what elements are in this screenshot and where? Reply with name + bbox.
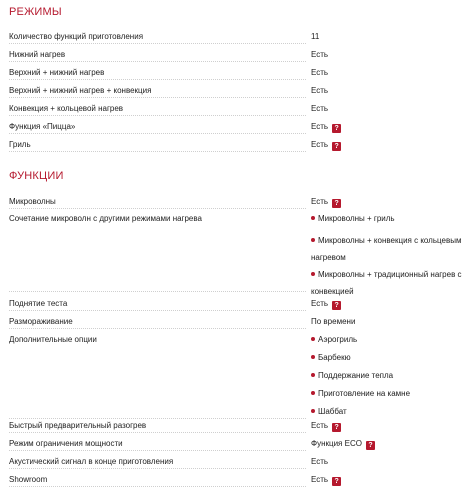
leader-line bbox=[9, 450, 306, 451]
list-item-text: Микроволны + конвекция с кольцевым нагревом bbox=[311, 236, 462, 262]
help-question-icon[interactable]: ? bbox=[332, 124, 341, 133]
leader-line bbox=[9, 43, 306, 44]
section-title-functions: ФУНКЦИИ bbox=[9, 170, 64, 182]
spec-label: Конвекция + кольцевой нагрев bbox=[9, 104, 124, 113]
help-question-icon[interactable]: ? bbox=[366, 441, 375, 450]
spec-value bbox=[311, 197, 341, 208]
spec-label: Нижний нагрев bbox=[9, 50, 66, 59]
spec-value bbox=[311, 140, 341, 151]
list-item bbox=[311, 353, 468, 363]
help-question-icon[interactable]: ? bbox=[332, 477, 341, 486]
spec-label: Режим ограничения мощности bbox=[9, 439, 123, 448]
list-item bbox=[311, 407, 468, 417]
spec-value-text: Есть bbox=[311, 299, 329, 308]
spec-value-text: Есть bbox=[311, 122, 329, 131]
help-question-icon[interactable]: ? bbox=[332, 423, 341, 432]
leader-line bbox=[9, 432, 306, 433]
spec-value: Есть bbox=[311, 68, 329, 77]
spec-value: По времени bbox=[311, 317, 356, 326]
leader-line bbox=[9, 61, 306, 62]
spec-value: Есть bbox=[311, 104, 329, 113]
spec-label: Дополнительные опции bbox=[9, 335, 97, 344]
red-dot-bullet-icon bbox=[311, 272, 315, 276]
leader-line bbox=[9, 468, 306, 469]
leader-line bbox=[9, 133, 306, 134]
red-dot-bullet-icon bbox=[311, 216, 315, 220]
leader-line bbox=[9, 115, 306, 116]
list-item-text: Аэрогриль bbox=[318, 335, 358, 344]
spec-label: Showroom bbox=[9, 475, 48, 484]
list-item bbox=[311, 389, 468, 399]
spec-value bbox=[311, 122, 341, 133]
spec-value-text: Есть bbox=[311, 197, 329, 206]
spec-label: Сочетание микроволн с другими режимами нагрева bbox=[9, 214, 202, 223]
red-dot-bullet-icon bbox=[311, 391, 315, 395]
spec-label: Быстрый предварительный разогрев bbox=[9, 421, 147, 430]
list-item bbox=[311, 232, 468, 266]
spec-value bbox=[311, 475, 341, 486]
help-question-icon[interactable]: ? bbox=[332, 199, 341, 208]
leader-line bbox=[9, 486, 306, 487]
list-item bbox=[311, 335, 468, 345]
leader-line bbox=[9, 310, 306, 311]
spec-value-text: Есть bbox=[311, 421, 329, 430]
spec-value: Есть bbox=[311, 86, 329, 95]
list-item bbox=[311, 371, 468, 381]
red-dot-bullet-icon bbox=[311, 355, 315, 359]
leader-line bbox=[9, 328, 306, 329]
spec-value bbox=[311, 299, 341, 310]
spec-label: Поднятие теста bbox=[9, 299, 68, 308]
spec-label: Размораживание bbox=[9, 317, 73, 326]
spec-label: Функция «Пицца» bbox=[9, 122, 76, 131]
list-item-text: Барбекю bbox=[318, 353, 351, 362]
spec-label: Акустический сигнал в конце приготовления bbox=[9, 457, 174, 466]
help-question-icon[interactable]: ? bbox=[332, 142, 341, 151]
list-item-text: Поддержание тепла bbox=[318, 371, 394, 380]
section-title-modes: РЕЖИМЫ bbox=[9, 6, 62, 18]
list-item-text: Микроволны + традиционный нагрев с конвекцией bbox=[311, 270, 462, 296]
spec-value-text: Функция ECO bbox=[311, 439, 362, 448]
spec-value bbox=[311, 421, 341, 432]
red-dot-bullet-icon bbox=[311, 238, 315, 242]
spec-value-text: Есть bbox=[311, 475, 329, 484]
red-dot-bullet-icon bbox=[311, 409, 315, 413]
spec-label: Верхний + нижний нагрев + конвекция bbox=[9, 86, 152, 95]
list-item bbox=[311, 214, 468, 224]
red-dot-bullet-icon bbox=[311, 337, 315, 341]
spec-value-text: Есть bbox=[311, 140, 329, 149]
help-question-icon[interactable]: ? bbox=[332, 301, 341, 310]
leader-line bbox=[9, 97, 306, 98]
spec-value: Есть bbox=[311, 457, 329, 466]
leader-line bbox=[9, 151, 306, 152]
spec-label: Количество функций приготовления bbox=[9, 32, 144, 41]
leader-line bbox=[9, 79, 306, 80]
list-item-text: Шаббат bbox=[318, 407, 347, 416]
spec-label: Верхний + нижний нагрев bbox=[9, 68, 105, 77]
red-dot-bullet-icon bbox=[311, 373, 315, 377]
spec-label: Гриль bbox=[9, 140, 31, 149]
list-item-text: Микроволны + гриль bbox=[318, 214, 395, 223]
leader-line bbox=[9, 208, 306, 209]
leader-line bbox=[9, 418, 306, 419]
leader-line bbox=[9, 291, 306, 292]
list-item-text: Приготовление на камне bbox=[318, 389, 411, 398]
list-item bbox=[311, 266, 468, 300]
spec-value bbox=[311, 439, 375, 450]
spec-value: Есть bbox=[311, 50, 329, 59]
spec-label: Микроволны bbox=[9, 197, 56, 206]
spec-value: 11 bbox=[311, 32, 320, 41]
